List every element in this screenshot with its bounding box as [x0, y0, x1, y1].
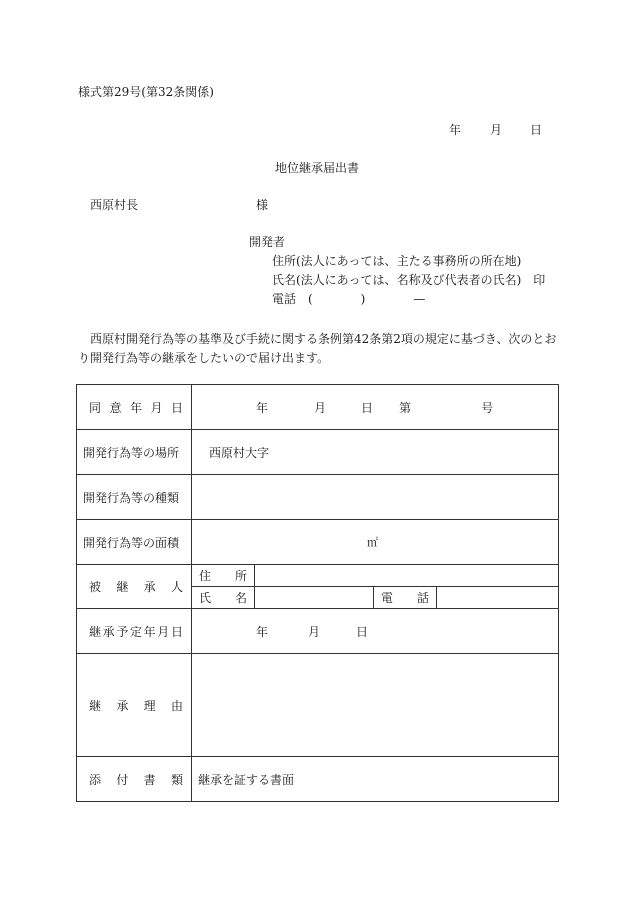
transferor-label: 被 継 承 人: [77, 565, 192, 609]
transferor-phone-field[interactable]: [437, 587, 559, 609]
form-number: 様式第29号(第32条関係): [78, 85, 214, 99]
planned-date-field[interactable]: 年 月 日: [192, 609, 559, 654]
row-location: [77, 430, 559, 475]
area-unit: ㎡: [367, 536, 378, 549]
row-reason: [77, 654, 559, 757]
form-table: [76, 384, 559, 802]
header-date-day: 日: [530, 123, 543, 137]
reason-field[interactable]: [192, 654, 559, 757]
developer-phone: 電話 ( ) —: [272, 292, 426, 306]
row-area: [77, 520, 559, 565]
consent-date-label: 同 意 年 月 日: [77, 385, 192, 430]
row-attachments: [77, 757, 559, 802]
header-date: [449, 124, 542, 136]
body-text: 西原村開発行為等の基準及び手続に関する条例第42条第2項の規定に基づき、次のとおり開発行為等の継承をしたいので届け出ます。: [78, 332, 557, 365]
header-date-year: 年: [449, 123, 462, 137]
transferor-name-label: 氏 名: [192, 587, 255, 609]
developer-address: 住所(法人にあっては、主たる事務所の所在地): [272, 254, 522, 268]
attachments-label: 添 付 書 類: [77, 757, 192, 802]
addressee-honorific: 様: [256, 198, 269, 212]
reason-label: 継 承 理 由: [77, 654, 192, 757]
type-label: 開発行為等の種類: [77, 475, 192, 520]
attachments-field[interactable]: [192, 757, 559, 802]
page-title: 地位継承届出書: [274, 161, 359, 175]
transferor-address-field[interactable]: [255, 565, 559, 587]
row-transferor-address: [77, 565, 559, 587]
addressee-name: 西原村長: [90, 198, 139, 212]
transferor-name-field[interactable]: [255, 587, 374, 609]
location-field[interactable]: 西原村大字: [192, 430, 559, 475]
area-field[interactable]: [192, 520, 559, 565]
attachments-value: 継承を証する書面: [198, 772, 295, 787]
area-label: 開発行為等の面積: [77, 520, 192, 565]
transferor-phone-label: 電 話: [374, 587, 437, 609]
location-label: 開発行為等の場所: [77, 430, 192, 475]
transferor-address-label: 住 所: [192, 565, 255, 587]
planned-date-label: 継 承 予 定 年 月 日: [77, 609, 192, 654]
developer-label: 開発者: [249, 235, 286, 249]
consent-date-field[interactable]: 年 月 日 第 号: [192, 385, 559, 430]
developer-name: 氏名(法人にあっては、名称及び代表者の氏名) 印: [272, 273, 546, 287]
type-field[interactable]: [192, 475, 559, 520]
row-type: [77, 475, 559, 520]
row-planned-date: [77, 609, 559, 654]
header-date-month: 月: [490, 123, 503, 137]
row-consent-date: [77, 385, 559, 430]
